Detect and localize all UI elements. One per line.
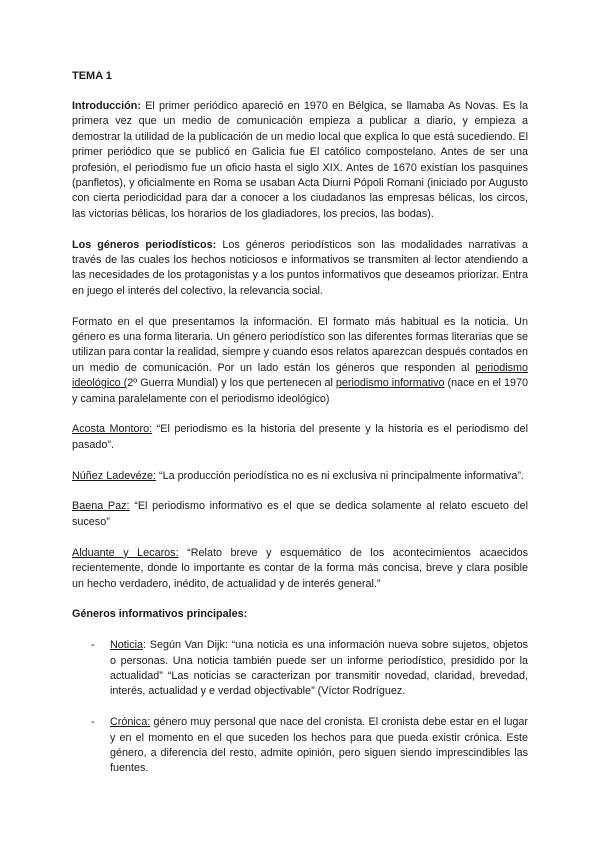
list-gap [72,700,528,715]
section-heading: Géneros informativos principales: [72,608,248,621]
quote-paragraph [72,422,528,453]
list-item-label: Crónica: [110,716,151,729]
list-item-text: género muy personal que nace del cronista. El cronista debe estar en el lugar y en el momento en el que suceden los hechos para que pueda existir crónica. Este género, a diferencia del resto, admite opinión, pero siguen siendo imprescindibles las fuentes. [110,716,528,775]
intro-paragraph [72,99,528,222]
list-item-text: Según Van Dijk: “una noticia es una información nueva sobre sujetos, objetos o personas. Una noticia también puede ser un informe periodístico, presidido por la actualidad” “Las noticias se caracterizan por transmitir novedad, claridad, brevedad, interés, actualidad y e verdad objectivable” (Víctor Rodríguez. [110,639,528,698]
quote-text: “La producción periodística no es ni exclusiva ni principalmente informativa”. [156,469,524,482]
quote-paragraph [72,546,528,592]
list-item-sep: : [143,639,147,652]
list-dash: - [91,716,95,729]
periodismo-informativo-term: periodismo informativo [335,377,445,390]
quote-text: “Relato breve y esquemático de los acontecimientos acaecidos recientemente, donde lo importante es contar de la forma más concisa, breve y clara posible un hecho verdadero, inédito, de actualidad y de interés general.” [72,546,529,590]
quote-text: “El periodismo informativo es el que se dedica solamente al relato escueto del suceso” [72,500,528,528]
quote-author: Baena Paz: [72,500,130,513]
list-dash: - [91,639,95,652]
formato-text-3: (nace en el 1970 y camina paralelamente con el periodismo ideológico) [72,377,528,405]
list-item-label: Noticia [110,639,144,652]
generos-label: Los géneros periodísticos: [72,238,217,251]
generos-list [72,638,528,777]
intro-label: Introducción: [72,100,141,112]
formato-text-1: Formato en el que presentamos la información. El formato más habitual es la noticia. Un género es una forma literaria. Un género periodístico son las diferentes formas literarias que se utilizan para contar la realidad, siempre y cuando esos relatos aparezcan después contados en un medio de comunicación. Por un lado están los géneros que responden al [72,315,528,374]
page-title: TEMA 1 [72,70,112,82]
generos-text: Los géneros periodísticos son las modalidades narrativas a través de las cuales los hechos noticiosos e informativos se transmiten al lector atendiendo a las necesidades de los protagonistas y a los puntos informativos que deseamos priorizar. Entra en juego el interés del colectivo, la relevancia social. [72,238,528,297]
formato-paragraph [72,315,528,407]
quote-author: Acosta Montoro: [72,423,153,436]
quote-paragraph [72,499,528,530]
document-page [72,70,528,777]
periodismo-ideologico-term: periodismo ideológico ( [72,361,528,390]
generos-paragraph [72,238,528,300]
quote-author: Alduante y Lecaros: [72,546,179,559]
intro-text: El primer periódico apareció en 1970 en Bélgica, se llamaba As Novas. Es la primera vez que un medio de comunicación empieza a publicar a diario, y empieza a demostrar la utilidad de la publicación de un medio local que explica lo que está sucediendo. El primer periódico que se publicó en Galicia fue El católico compostelano. Antes de ser una profesión, el periodismo fue un oficio hasta el siglo XIX. Antes de 1670 existían los pasquines (panfletos), y oficialmente en Roma se usaban Acta Diurni Pópoli Romani (iniciado por Augusto con cierta periodicidad para dar a conocer a los ciudadanos las empresas bélicas, los circos, las victorias bélicas, los horarios de los gladiadores, los precios, las bodas). [72,100,528,220]
quote-author: Núñez Ladevéze: [72,469,157,482]
quote-paragraph [72,469,528,484]
formato-text-2: 2º Guerra Mundial) y los que pertenecen al [127,377,336,390]
quote-text: “El periodismo es la historia del presente y la historia es el periodismo del pasado”. [72,423,528,451]
list-item [72,715,528,777]
list-item [72,638,528,700]
